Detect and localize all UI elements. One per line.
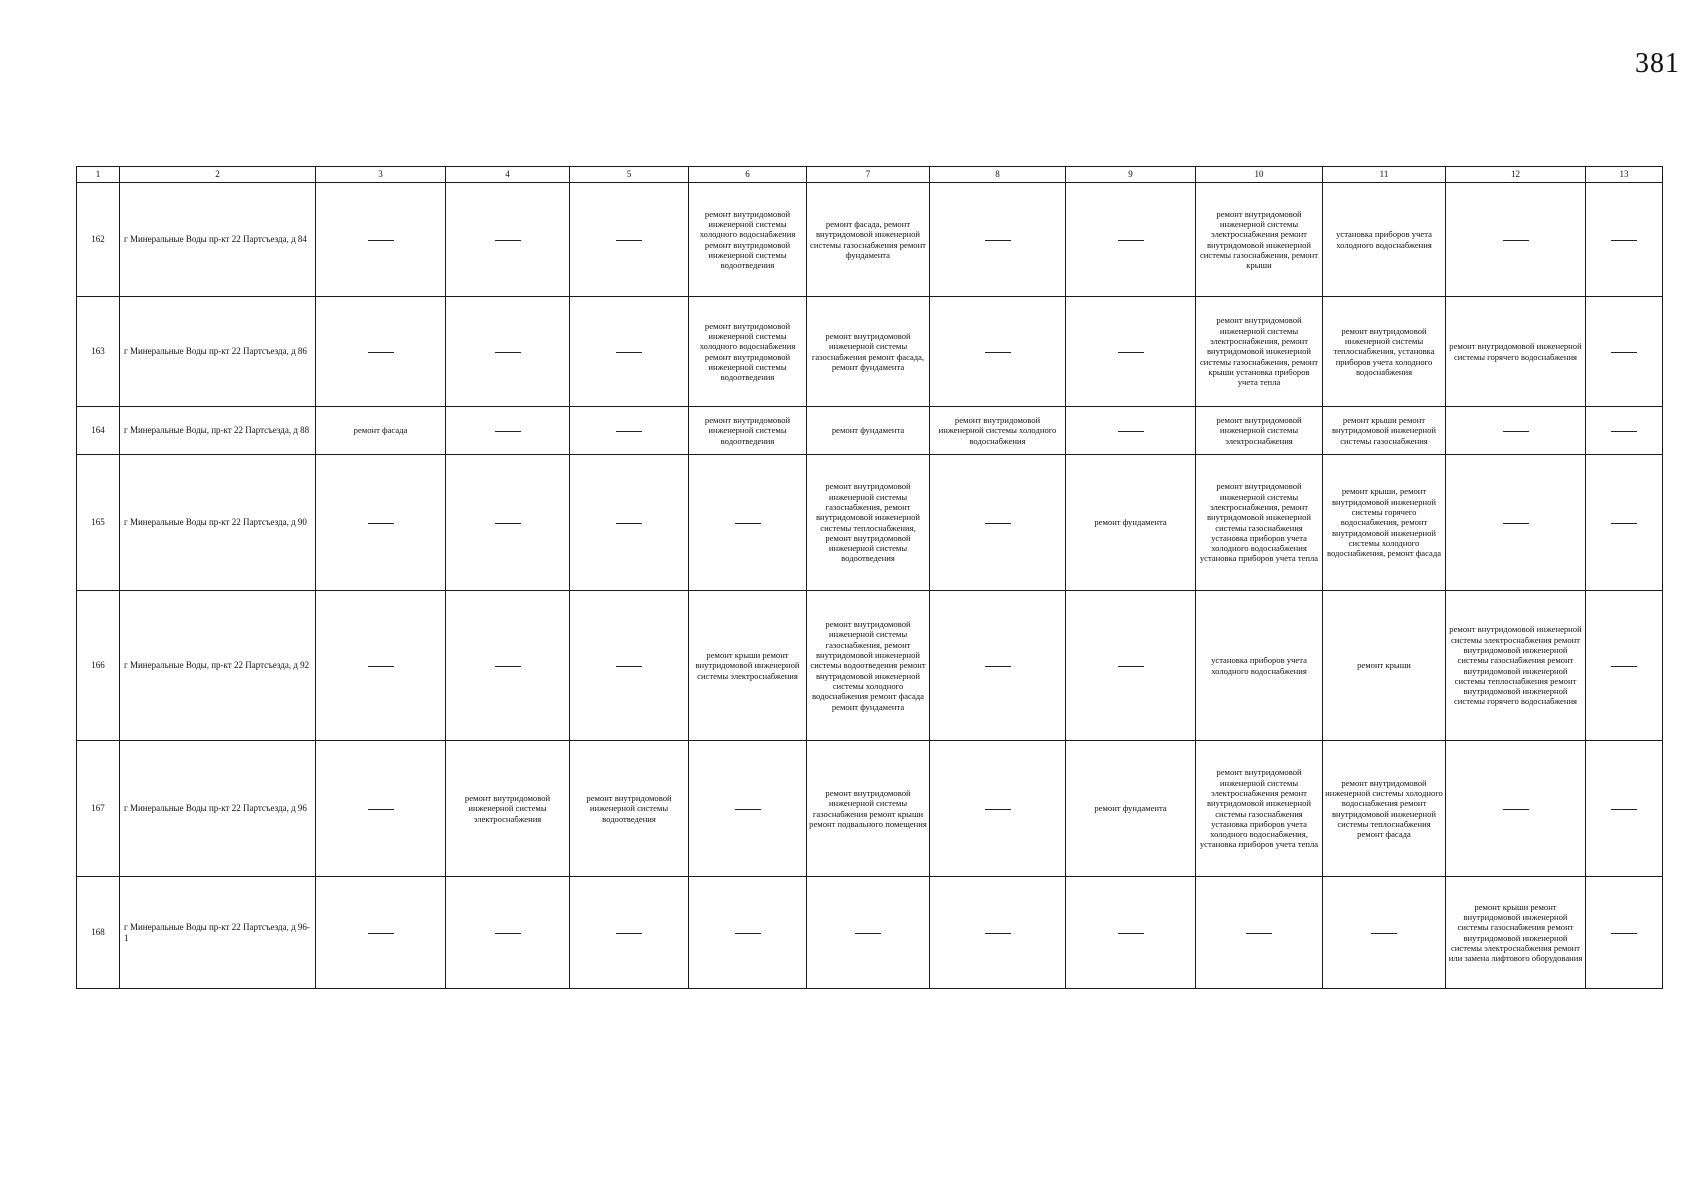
work-cell: [807, 455, 930, 591]
work-cell: [316, 297, 446, 407]
cell-text: 166: [91, 660, 105, 671]
work-cell: [807, 877, 930, 989]
cell-text: ремонт крыши ремонт внутридомовой инженерной системы электроснабжения: [695, 650, 800, 681]
work-cell: [570, 455, 689, 591]
table-row: [77, 183, 1663, 297]
work-cell: [1446, 183, 1586, 297]
empty-dash-mark: [368, 666, 394, 667]
empty-dash-mark: [368, 933, 394, 934]
table-row: [77, 407, 1663, 455]
work-cell: [930, 455, 1066, 591]
address-cell: [120, 591, 316, 741]
cell-text: ремонт внутридомовой инженерной системы электроснабжения ремонт внутридомовой инженерной системы газоснабжения, ремонт крыши: [1199, 208, 1319, 271]
work-cell: [1066, 297, 1196, 407]
cell-text: ремонт внутридомовой инженерной системы горячего водоснабжения: [1449, 341, 1582, 362]
table-row: [77, 741, 1663, 877]
cell-text: г Минеральные Воды пр-кт 22 Партсъезда, д 90: [124, 517, 307, 528]
cell-text: 164: [91, 425, 105, 436]
empty-dash-mark: [616, 666, 642, 667]
column-header: 8: [930, 167, 1066, 183]
work-cell: [316, 183, 446, 297]
work-cell: [1196, 591, 1323, 741]
work-cell: [1446, 407, 1586, 455]
address-cell: [120, 297, 316, 407]
column-header: 3: [316, 167, 446, 183]
work-cell: [930, 407, 1066, 455]
empty-dash-mark: [985, 240, 1011, 241]
column-header: 12: [1446, 167, 1586, 183]
empty-dash-mark: [495, 431, 521, 432]
cell-text: 167: [91, 803, 105, 814]
empty-dash-mark: [495, 240, 521, 241]
work-cell: [446, 741, 570, 877]
work-cell: [1196, 455, 1323, 591]
work-cell: [570, 877, 689, 989]
cell-text: установка приборов учета холодного водоснабжения: [1336, 229, 1432, 250]
empty-dash-mark: [1118, 666, 1144, 667]
work-cell: [446, 877, 570, 989]
table-row: [77, 297, 1663, 407]
cell-text: ремонт внутридомовой инженерной системы электроснабжения: [1216, 415, 1302, 446]
work-cell: [689, 297, 807, 407]
cell-text: ремонт внутридомовой инженерной системы электроснабжения, ремонт внутридомовой инженерной системы газоснабжения, ремонт крыши установка приборов учета тепла: [1199, 315, 1319, 388]
cell-text: ремонт крыши ремонт внутридомовой инженерной системы газоснабжения: [1331, 415, 1437, 446]
column-header: 2: [120, 167, 316, 183]
cell-text: ремонт крыши ремонт внутридомовой инженерной системы газоснабжения ремонт внутридомовой инженерной системы электроснабжения ремонт или замена лифтового оборудования: [1448, 901, 1583, 964]
empty-dash-mark: [495, 352, 521, 353]
page-number: 381: [1635, 48, 1680, 79]
work-cell: [1586, 591, 1663, 741]
row-number-cell: [77, 741, 120, 877]
work-cell: [930, 183, 1066, 297]
work-cell: [930, 297, 1066, 407]
work-cell: [316, 591, 446, 741]
work-cell: [1586, 455, 1663, 591]
repair-schedule-table: [76, 166, 1663, 989]
column-header: 1: [77, 167, 120, 183]
work-cell: [689, 455, 807, 591]
work-cell: [570, 407, 689, 455]
work-cell: [1586, 407, 1663, 455]
cell-text: ремонт внутридомовой инженерной системы холодного водоснабжения: [938, 415, 1057, 446]
work-cell: [1586, 877, 1663, 989]
work-cell: [1323, 183, 1446, 297]
column-header: 13: [1586, 167, 1663, 183]
work-cell: [1586, 741, 1663, 877]
table-row: [77, 877, 1663, 989]
empty-dash-mark: [1503, 809, 1529, 810]
cell-text: ремонт внутридомовой инженерной системы газоснабжения, ремонт внутридомовой инженерной системы водоотведения ремонт внутридомовой инженерной системы холодного водоснабжения ремонт фасада ремонт фундамента: [810, 619, 926, 712]
work-cell: [570, 297, 689, 407]
work-cell: [689, 741, 807, 877]
header-row: [77, 167, 1663, 183]
work-cell: [570, 591, 689, 741]
empty-dash-mark: [985, 933, 1011, 934]
empty-dash-mark: [495, 523, 521, 524]
empty-dash-mark: [1118, 352, 1144, 353]
work-cell: [807, 297, 930, 407]
empty-dash-mark: [616, 352, 642, 353]
work-cell: [1586, 297, 1663, 407]
row-number-cell: [77, 877, 120, 989]
empty-dash-mark: [616, 933, 642, 934]
empty-dash-mark: [1611, 352, 1637, 353]
cell-text: ремонт фундамента: [1094, 517, 1167, 528]
cell-text: ремонт крыши: [1357, 660, 1411, 671]
empty-dash-mark: [1611, 809, 1637, 810]
empty-dash-mark: [735, 809, 761, 810]
column-header: 9: [1066, 167, 1196, 183]
cell-text: 165: [91, 517, 105, 528]
work-cell: [689, 591, 807, 741]
work-cell: [689, 407, 807, 455]
empty-dash-mark: [1371, 933, 1397, 934]
cell-text: ремонт внутридомовой инженерной системы электроснабжения, ремонт внутридомовой инженерной системы газоснабжения установка приборов учета холодного водоснабжения установка приборов учета тепла: [1199, 481, 1319, 564]
address-cell: [120, 877, 316, 989]
row-number-cell: [77, 407, 120, 455]
work-cell: [930, 591, 1066, 741]
work-cell: [570, 183, 689, 297]
empty-dash-mark: [1118, 240, 1144, 241]
cell-text: ремонт внутридомовой инженерной системы газоснабжения, ремонт внутридомовой инженерной системы теплоснабжения, ремонт внутридомовой инженерной системы водоотведения: [815, 481, 921, 564]
work-cell: [1196, 407, 1323, 455]
empty-dash-mark: [985, 352, 1011, 353]
cell-text: 162: [91, 234, 105, 245]
cell-text: г Минеральные Воды пр-кт 22 Партсъезда, д 96: [124, 803, 307, 814]
address-cell: [120, 183, 316, 297]
work-cell: [807, 591, 930, 741]
work-cell: [1196, 741, 1323, 877]
cell-text: 168: [91, 927, 105, 938]
address-cell: [120, 455, 316, 591]
empty-dash-mark: [1611, 933, 1637, 934]
cell-text: ремонт внутридомовой инженерной системы теплоснабжения, установка приборов учета холодного водоснабжения: [1333, 325, 1435, 377]
work-cell: [316, 455, 446, 591]
empty-dash-mark: [1503, 431, 1529, 432]
cell-text: 163: [91, 346, 105, 357]
work-cell: [316, 877, 446, 989]
work-cell: [1066, 591, 1196, 741]
row-number-cell: [77, 183, 120, 297]
cell-text: ремонт внутридомовой инженерной системы электроснабжения ремонт внутридомовой инженерной системы газоснабжения ремонт внутридомовой инженерной системы теплоснабжения ремонт внутридомовой инженерной системы горячего водоснабжения: [1449, 624, 1582, 707]
empty-dash-mark: [1118, 431, 1144, 432]
empty-dash-mark: [368, 240, 394, 241]
empty-dash-mark: [735, 523, 761, 524]
cell-text: ремонт внутридомовой инженерной системы электроснабжения: [464, 793, 551, 824]
cell-text: ремонт крыши, ремонт внутридомовой инженерной системы горячего водоснабжения, ремонт внутридомовой инженерной системы холодного водоснабжения, ремонт фасада: [1326, 486, 1442, 559]
cell-text: установка приборов учета холодного водоснабжения: [1211, 655, 1307, 676]
table-body: [77, 183, 1663, 989]
work-cell: [316, 407, 446, 455]
work-cell: [1323, 877, 1446, 989]
empty-dash-mark: [616, 523, 642, 524]
empty-dash-mark: [368, 809, 394, 810]
work-cell: [1446, 455, 1586, 591]
column-header: 5: [570, 167, 689, 183]
work-cell: [1323, 455, 1446, 591]
empty-dash-mark: [985, 809, 1011, 810]
cell-text: ремонт фундамента: [1094, 803, 1167, 814]
address-cell: [120, 407, 316, 455]
empty-dash-mark: [1503, 523, 1529, 524]
cell-text: г Минеральные Воды, пр-кт 22 Партсъезда, д 88: [124, 425, 310, 436]
empty-dash-mark: [616, 431, 642, 432]
empty-dash-mark: [495, 666, 521, 667]
work-cell: [1323, 407, 1446, 455]
empty-dash-mark: [985, 666, 1011, 667]
empty-dash-mark: [495, 933, 521, 934]
work-cell: [1446, 591, 1586, 741]
empty-dash-mark: [616, 240, 642, 241]
cell-text: ремонт внутридомовой инженерной системы холодного водоснабжения ремонт внутридомовой инженерной системы водоотведения: [699, 208, 796, 271]
cell-text: ремонт фундамента: [831, 425, 905, 436]
work-cell: [930, 741, 1066, 877]
column-header: 7: [807, 167, 930, 183]
work-cell: [930, 877, 1066, 989]
table-row: [77, 455, 1663, 591]
cell-text: ремонт внутридомовой инженерной системы электроснабжения ремонт внутридомовой инженерной системы газоснабжения установка приборов учета холодного водоснабжения, установка приборов учета тепла: [1199, 767, 1319, 850]
empty-dash-mark: [368, 352, 394, 353]
work-cell: [1066, 183, 1196, 297]
table-row: [77, 591, 1663, 741]
cell-text: ремонт внутридомовой инженерной системы холодного водоснабжения ремонт внутридомовой инженерной системы теплоснабжения ремонт фасада: [1325, 777, 1443, 840]
column-header: 10: [1196, 167, 1323, 183]
empty-dash-mark: [855, 933, 881, 934]
empty-dash-mark: [1611, 523, 1637, 524]
cell-text: г Минеральные Воды пр-кт 22 Партсъезда, д 96-1: [124, 921, 310, 943]
work-cell: [1323, 591, 1446, 741]
work-cell: [1446, 877, 1586, 989]
work-cell: [316, 741, 446, 877]
work-cell: [1066, 455, 1196, 591]
cell-text: ремонт внутридомовой инженерной системы холодного водоснабжения ремонт внутридомовой инженерной системы водоотведения: [699, 320, 796, 383]
work-cell: [1586, 183, 1663, 297]
work-cell: [1323, 297, 1446, 407]
column-header: 6: [689, 167, 807, 183]
row-number-cell: [77, 591, 120, 741]
work-cell: [1196, 297, 1323, 407]
work-cell: [807, 407, 930, 455]
empty-dash-mark: [1246, 933, 1272, 934]
cell-text: ремонт фасада, ремонт внутридомовой инженерной системы газоснабжения ремонт фундамента: [810, 218, 926, 260]
work-cell: [446, 455, 570, 591]
cell-text: г Минеральные Воды, пр-кт 22 Партсъезда, д 92: [124, 660, 310, 671]
cell-text: ремонт внутридомовой инженерной системы газоснабжения ремонт крыши ремонт подвального помещения: [809, 787, 927, 829]
work-cell: [1446, 297, 1586, 407]
empty-dash-mark: [368, 523, 394, 524]
column-header: 4: [446, 167, 570, 183]
work-cell: [570, 741, 689, 877]
empty-dash-mark: [1503, 240, 1529, 241]
work-cell: [689, 877, 807, 989]
work-cell: [1323, 741, 1446, 877]
column-header: 11: [1323, 167, 1446, 183]
empty-dash-mark: [735, 933, 761, 934]
work-cell: [1196, 877, 1323, 989]
cell-text: ремонт внутридомовой инженерной системы водоотведения: [704, 415, 791, 446]
empty-dash-mark: [1118, 933, 1144, 934]
work-cell: [807, 741, 930, 877]
work-cell: [1066, 877, 1196, 989]
work-cell: [1066, 407, 1196, 455]
cell-text: г Минеральные Воды пр-кт 22 Партсъезда, д 84: [124, 234, 307, 245]
empty-dash-mark: [1611, 240, 1637, 241]
row-number-cell: [77, 455, 120, 591]
empty-dash-mark: [985, 523, 1011, 524]
empty-dash-mark: [1611, 666, 1637, 667]
work-cell: [1196, 183, 1323, 297]
cell-text: ремонт фасада: [353, 425, 408, 436]
work-cell: [446, 591, 570, 741]
row-number-cell: [77, 297, 120, 407]
work-cell: [807, 183, 930, 297]
cell-text: ремонт внутридомовой инженерной системы газоснабжения ремонт фасада, ремонт фундамента: [811, 330, 925, 372]
cell-text: г Минеральные Воды пр-кт 22 Партсъезда, д 86: [124, 346, 307, 357]
work-cell: [1066, 741, 1196, 877]
work-cell: [446, 407, 570, 455]
empty-dash-mark: [1611, 431, 1637, 432]
work-cell: [1446, 741, 1586, 877]
cell-text: ремонт внутридомовой инженерной системы водоотведения: [586, 793, 672, 824]
work-cell: [446, 297, 570, 407]
work-cell: [689, 183, 807, 297]
address-cell: [120, 741, 316, 877]
work-cell: [446, 183, 570, 297]
